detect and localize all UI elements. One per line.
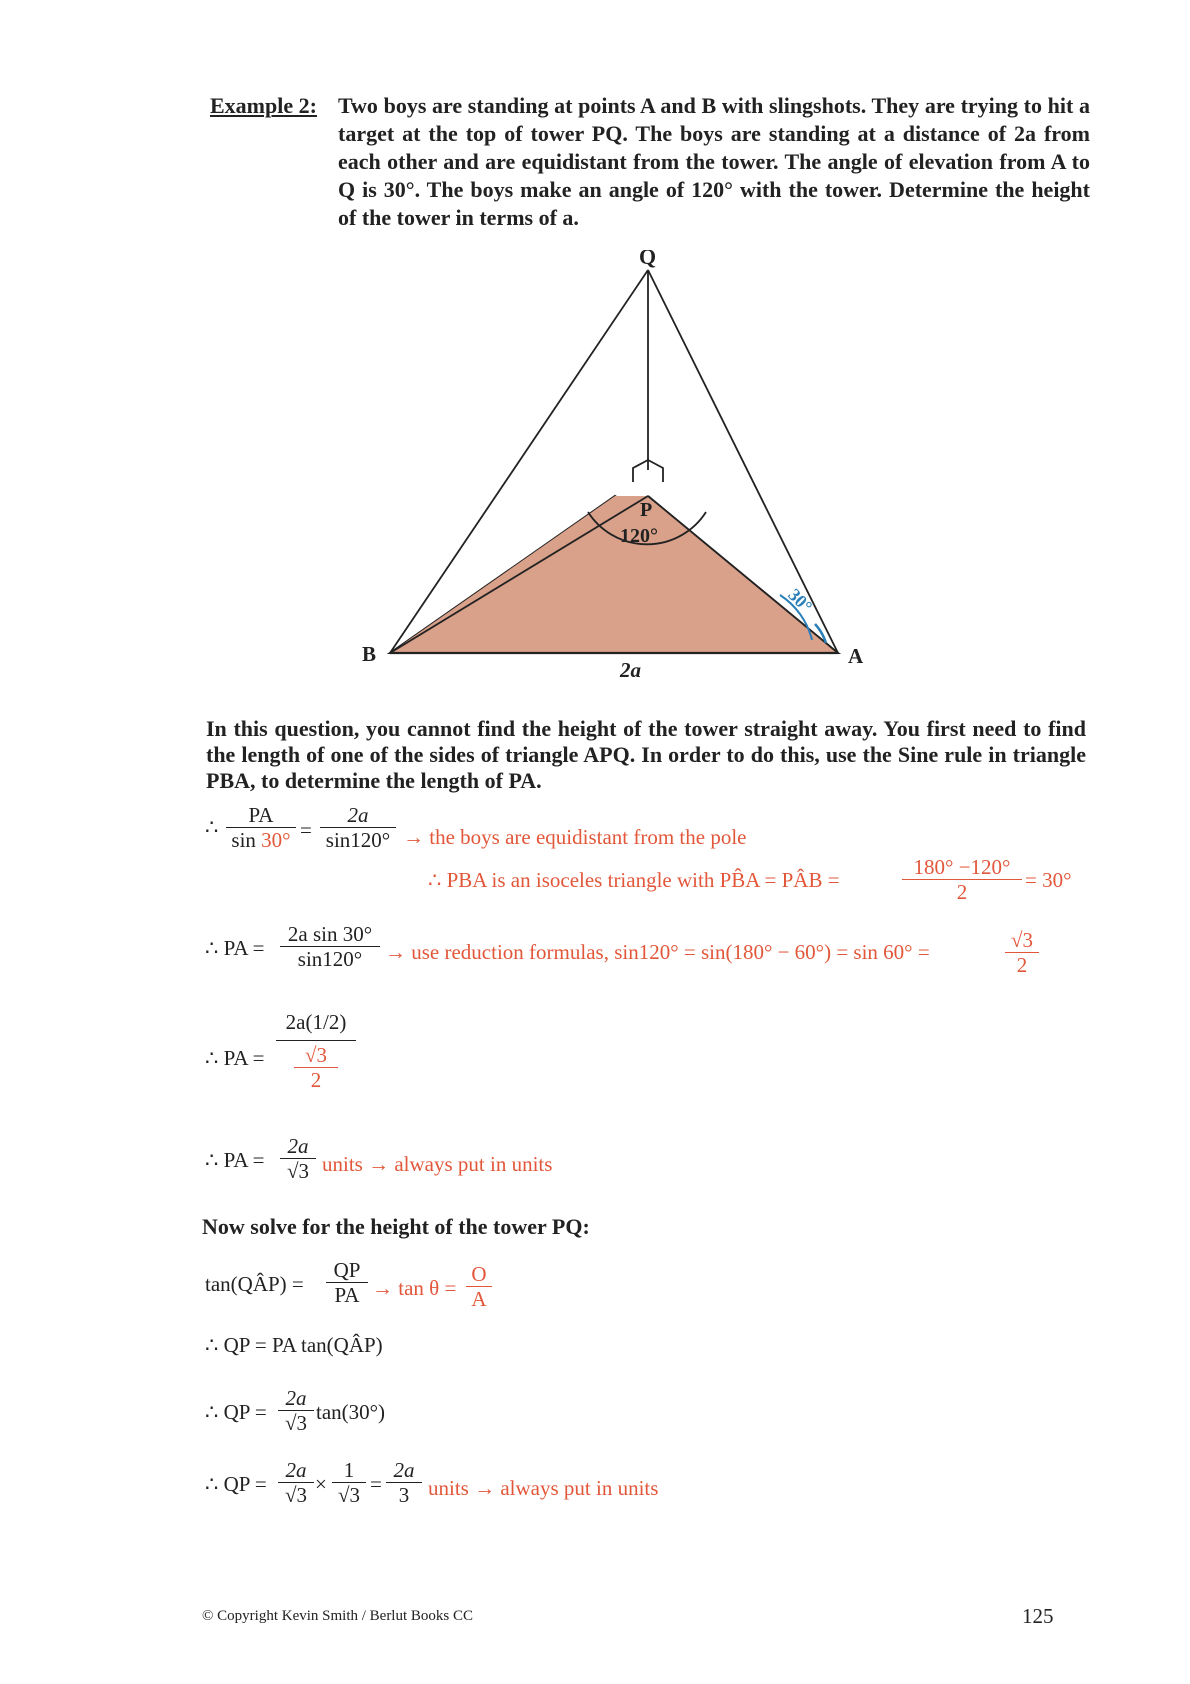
step1-note2-lead: ∴ PBA is an isoceles triangle with PB̂A = PÂB = [428, 868, 840, 892]
label-b: B [362, 642, 377, 666]
page-number: 125 [1022, 1604, 1054, 1628]
step1-frac1-num: PA [248, 803, 274, 827]
step1-frac2-den: sin120° [320, 827, 396, 852]
step3-den-num: √3 [294, 1043, 338, 1068]
step1-note2-frac [902, 855, 1022, 904]
step1-frac2-num: 2a [347, 803, 369, 827]
step1-therefore: ∴ [205, 815, 219, 839]
step8-lhs: ∴ QP = [205, 1472, 267, 1496]
step5-num: QP [333, 1258, 361, 1282]
step6: ∴ QP = PA tan(QÂP) [205, 1333, 383, 1357]
step5-note-den: A [466, 1286, 492, 1311]
base-label: 2a [620, 658, 641, 680]
step2-note-frac [1005, 928, 1039, 977]
step8-f3-den: 3 [386, 1482, 422, 1507]
step1-note2-num: 180° −120° [913, 855, 1011, 879]
step3-frac [276, 1010, 356, 1092]
angle-label-p: 120° [620, 525, 658, 547]
step8-frac3 [386, 1458, 422, 1507]
step8-frac2 [332, 1458, 366, 1507]
subheading: Now solve for the height of the tower PQ: [202, 1214, 590, 1239]
step7-den: √3 [278, 1410, 314, 1435]
step2-frac [280, 922, 380, 971]
step8-f1-num: 2a [285, 1458, 307, 1482]
step7-frac [278, 1386, 314, 1435]
angle-label-a: 30° [784, 584, 817, 617]
step3-den [276, 1040, 356, 1092]
step5-note-num: O [471, 1262, 487, 1286]
label-p: P [640, 499, 653, 521]
step8-note: units → always put in units [428, 1476, 659, 1500]
example-label: Example 2: [210, 93, 317, 118]
step2-note: → use reduction formulas, sin120° = sin(180° − 60°) = sin 60° = [385, 940, 930, 964]
step3-den-den: 2 [310, 1068, 322, 1092]
step1-note2-tail: = 30° [1025, 868, 1072, 892]
step1-note1: → the boys are equidistant from the pole [403, 825, 747, 849]
step5-note: → tan θ = [372, 1276, 457, 1300]
footer-copyright: © Copyright Kevin Smith / Berlut Books CC [202, 1608, 473, 1624]
step1-frac1 [226, 803, 296, 852]
step7-tail: tan(30°) [316, 1400, 386, 1424]
step8-f1-den: √3 [278, 1482, 314, 1507]
example-text: Two boys are standing at points A and B with slingshots. They are trying to hit a target at the top of tower PQ. The boys are standing at a distance of 2a from each other and are equidistant from the tower. The angle of elevation from A to Q is 30°. The boys make an angle of 120° with the tower. Determine the height of the tower in terms of a. [338, 93, 1090, 230]
step8-equals: = [370, 1472, 382, 1496]
step2-note-num: √3 [1010, 928, 1034, 952]
step2-note-den: 2 [1005, 952, 1039, 977]
step4-den: √3 [280, 1158, 316, 1183]
step5-lhs: tan(QÂP) = [205, 1272, 304, 1296]
step7-lhs: ∴ QP = [205, 1400, 267, 1424]
step5-frac [326, 1258, 368, 1307]
step8-f3-num: 2a [393, 1458, 415, 1482]
step4-note: units → always put in units [322, 1152, 553, 1176]
step5-note-frac [466, 1262, 492, 1311]
step2-den: sin120° [280, 946, 380, 971]
label-q: Q [639, 250, 657, 269]
step3-lhs: ∴ PA = [205, 1046, 265, 1070]
step7-num: 2a [285, 1386, 307, 1410]
step1-note2-den: 2 [902, 879, 1022, 904]
step5-den: PA [326, 1282, 368, 1307]
step1-equals: = [300, 818, 312, 842]
step8-f2-den: √3 [332, 1482, 366, 1507]
triangle-diagram [360, 250, 940, 680]
step1-frac2 [320, 803, 396, 852]
step1-frac1-den-angle: 30° [261, 828, 291, 852]
step2-num: 2a sin 30° [287, 922, 373, 946]
step2-lhs: ∴ PA = [205, 936, 265, 960]
step3-num: 2a(1/2) [285, 1010, 347, 1034]
step1-frac1-den-sin: sin [231, 828, 262, 852]
label-a: A [848, 644, 864, 668]
step4-num: 2a [287, 1134, 309, 1158]
step8-frac1 [278, 1458, 314, 1507]
step4-frac [280, 1134, 316, 1183]
step4-lhs: ∴ PA = [205, 1148, 265, 1172]
step8-times: × [315, 1472, 327, 1496]
explanation-paragraph: In this question, you cannot find the height of the tower straight away. You first need to find the length of one of the sides of triangle APQ. In order to do this, use the Sine rule in triangle PBA, to determine the length of PA. [206, 716, 1086, 793]
step1-frac1-den [226, 827, 296, 852]
step8-f2-num: 1 [343, 1458, 355, 1482]
